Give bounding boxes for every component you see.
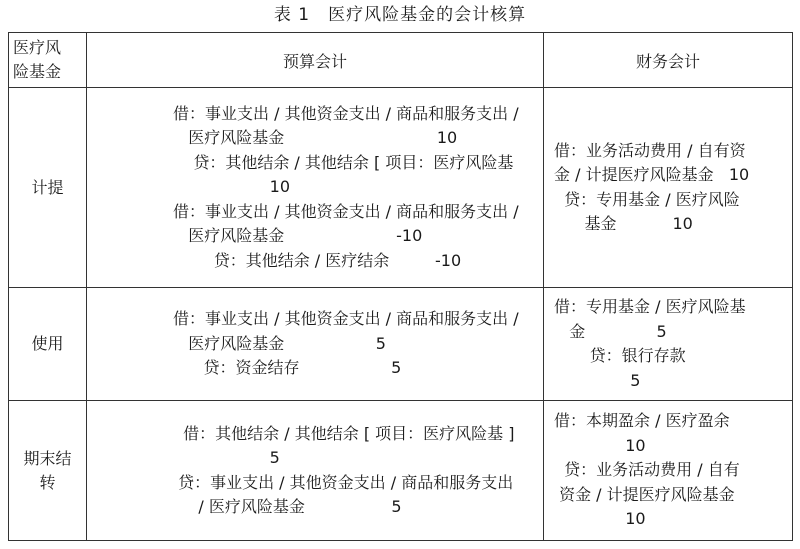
header-col-fund-line1: 医疗风	[13, 38, 62, 57]
entry-line: 借：事业支出 / 其他资金支出 / 商品和服务支出 /	[173, 309, 519, 329]
budget-entry-use	[87, 288, 544, 401]
entry-line: 借：事业支出 / 其他资金支出 / 商品和服务支出 /	[173, 201, 519, 221]
entry-line: 金 5	[554, 321, 667, 341]
entry-line: 贷：业务活动费用 / 自有	[554, 460, 740, 480]
entry-line: 借：其他结余 / 其他结余 [ 项目：医疗风险基 ]	[173, 423, 515, 443]
finance-entry-use	[544, 288, 793, 401]
row-label-period-end	[9, 401, 87, 541]
entry-line: / 医疗风险基金 5	[173, 497, 402, 516]
entry-line: 医疗风险基金 -10	[173, 226, 423, 246]
entry-line: 借：专用基金 / 医疗风险基	[554, 297, 746, 316]
entry-line: 贷：银行存款	[554, 346, 686, 365]
row-label-line: 转	[39, 472, 56, 492]
entry-line: 贷：其他结余 / 其他结余 [ 项目：医疗风险基	[173, 152, 514, 172]
entry-line: 金 / 计提医疗风险基金 10	[554, 165, 750, 184]
entry-line: 贷：其他结余 / 医疗结余 -10	[173, 250, 462, 270]
entry-line: 贷：事业支出 / 其他资金支出 / 商品和服务支出	[173, 472, 514, 492]
budget-entry-period-end	[87, 401, 544, 541]
header-col-fund	[9, 33, 87, 88]
entry-line: 医疗风险基金 5	[173, 333, 386, 353]
accounting-table	[8, 32, 793, 541]
table-row-period-end	[9, 401, 793, 541]
entry-line: 资金 / 计提医疗风险基金	[554, 484, 735, 504]
entry-line: 基金 10	[554, 214, 693, 233]
row-label-line: 计提	[31, 177, 64, 197]
entry-line: 10	[173, 177, 290, 197]
row-label-line: 使用	[31, 334, 64, 353]
header-row	[9, 33, 793, 88]
entry-line: 医疗风险基金 10	[173, 128, 458, 148]
header-col-fund-line2: 险基金	[13, 62, 62, 81]
entry-line: 贷：专用基金 / 医疗风险	[554, 189, 740, 209]
table-caption: 表 1 医疗风险基金的会计核算	[273, 5, 527, 25]
entry-line: 10	[554, 435, 646, 455]
entry-line: 5	[554, 370, 641, 390]
entry-line: 借：业务活动费用 / 自有资	[554, 140, 746, 160]
table-row-use	[9, 288, 793, 401]
header-col-finance: 财务会计	[544, 33, 793, 88]
table-row-accrue	[9, 88, 793, 288]
budget-entry-accrue	[87, 88, 544, 288]
row-label-accrue	[9, 88, 87, 288]
entry-line: 10	[554, 509, 646, 529]
finance-entry-period-end	[544, 401, 793, 541]
entry-line: 借：事业支出 / 其他资金支出 / 商品和服务支出 /	[173, 103, 519, 123]
row-label-line: 期末结	[23, 448, 72, 468]
entry-line: 5	[173, 448, 280, 467]
header-col-budget: 预算会计	[87, 33, 544, 88]
entry-line: 借：本期盈余 / 医疗盈余	[554, 411, 730, 431]
row-label-use	[9, 288, 87, 401]
entry-line: 贷：资金结存 5	[173, 358, 402, 378]
finance-entry-accrue	[544, 88, 793, 288]
